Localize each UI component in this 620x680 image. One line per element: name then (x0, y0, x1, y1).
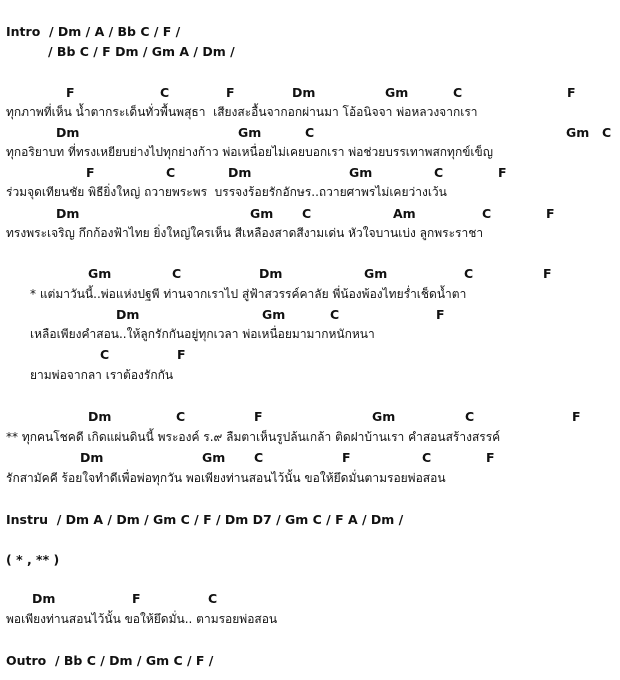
chord: F (342, 450, 351, 465)
repeat-marker: ( * , ** ) (6, 552, 60, 567)
chord: Gm (88, 266, 112, 281)
chord: F (436, 307, 445, 322)
chord: C (434, 165, 444, 180)
lyric-line: ** ทุกคนโชคดี เกิดแผ่นดินนี้ พระองค์ ร.๙ ลืมตาเห็นรูปล้นเกล้า ติดฝาบ้านเรา คำสอนสร้างสรรค์ (6, 430, 501, 444)
lyric-line: ร่วมจุดเทียนชัย พิธียิ่งใหญ่ ถวายพระพร บรรจงร้อยรักอักษร..ถวายศาพรไม่เคยว่างเว้น (6, 185, 447, 199)
chord: Gm (364, 266, 388, 281)
chord: Dm (56, 206, 80, 221)
chord: Dm (88, 409, 112, 424)
chord: Gm (385, 85, 409, 100)
chord: Gm (349, 165, 373, 180)
chord: F (86, 165, 95, 180)
outro-line: Outro / Bb C / Dm / Gm C / F / (6, 653, 214, 668)
chord: Gm (372, 409, 396, 424)
chord: C (305, 125, 315, 140)
chord: C (464, 266, 474, 281)
lyric-line: ยามพ่อจากลา เราต้องรักกัน (30, 368, 174, 382)
chord: Dm (56, 125, 80, 140)
chord: Gm (566, 125, 590, 140)
chord: F (572, 409, 581, 424)
chord: F (177, 347, 186, 362)
chord: F (226, 85, 235, 100)
chord: Gm (262, 307, 286, 322)
chord: Dm (259, 266, 283, 281)
chord: C (330, 307, 340, 322)
chord: Dm (228, 165, 252, 180)
chord: C (465, 409, 475, 424)
chord: C (172, 266, 182, 281)
chord: C (453, 85, 463, 100)
chord: C (602, 125, 612, 140)
chord: C (254, 450, 264, 465)
chord: C (208, 591, 218, 606)
chord: C (160, 85, 170, 100)
lyric-line: * แต่มาวันนี้..พ่อแห่งปฐพี ท่านจากเราไป สู่ฟ้าสวรรค์คาลัย พี่น้องพ้องไทยร่ำเช็ดน้ำตา (30, 287, 467, 301)
chord: F (132, 591, 141, 606)
chord: Dm (80, 450, 104, 465)
lyric-line: ทรงพระเจริญ กึกก้องฟ้าไทย ยิ่งใหญ่ใครเห็น สีเหลืองสาดสีงามเด่น หัวใจบานเบ่ง ลูกพระราชา (6, 226, 484, 240)
chord: Dm (32, 591, 56, 606)
chord: C (422, 450, 432, 465)
lyric-line: ทุกภาพที่เห็น น้ำตากระเด็นทั่วพื้นพสุธา เสียงสะอื้นจากอกผ่านมา โอ้อนิจจา พ่อหลวงจากเรา (6, 105, 478, 119)
lyric-line: เหลือเพียงคำสอน..ให้ลูกรักกันอยู่ทุกเวลา พ่อเหนื่อยมามากหนักหนา (30, 327, 375, 341)
chord: F (254, 409, 263, 424)
chord: F (486, 450, 495, 465)
chord: C (100, 347, 110, 362)
intro-line-1: Intro / Dm / A / Bb C / F / (6, 24, 181, 39)
chord: C (302, 206, 312, 221)
intro-line-2: / Bb C / F Dm / Gm A / Dm / (48, 44, 235, 59)
chord: Dm (292, 85, 316, 100)
chord: F (543, 266, 552, 281)
lyric-line: ทุกอริยาบท ที่ทรงเหยียบย่างไปทุกย่างก้าว พ่อเหนื่อยไม่เคยบอกเรา พ่อช่วยบรรเทาพสกทุกข์เข็ญ (6, 145, 493, 159)
chord: F (498, 165, 507, 180)
chord: Gm (238, 125, 262, 140)
chord: Dm (116, 307, 140, 322)
chord: F (66, 85, 75, 100)
chord: Am (393, 206, 416, 221)
lyric-line: รักสามัคคี ร้อยใจทำดีเพื่อพ่อทุกวัน พอเพียงท่านสอนไว้นั้น ขอให้ยึดมั่นตามรอยพ่อสอน (6, 471, 446, 485)
chord: F (546, 206, 555, 221)
chord: C (176, 409, 186, 424)
chord: F (567, 85, 576, 100)
lyric-line: พอเพียงท่านสอนไว้นั้น ขอให้ยึดมั่น.. ตามรอยพ่อสอน (6, 612, 278, 626)
chord: Gm (250, 206, 274, 221)
chord: C (166, 165, 176, 180)
instru-line: Instru / Dm A / Dm / Gm C / F / Dm D7 / Gm C / F A / Dm / (6, 512, 404, 527)
chord: Gm (202, 450, 226, 465)
chord: C (482, 206, 492, 221)
